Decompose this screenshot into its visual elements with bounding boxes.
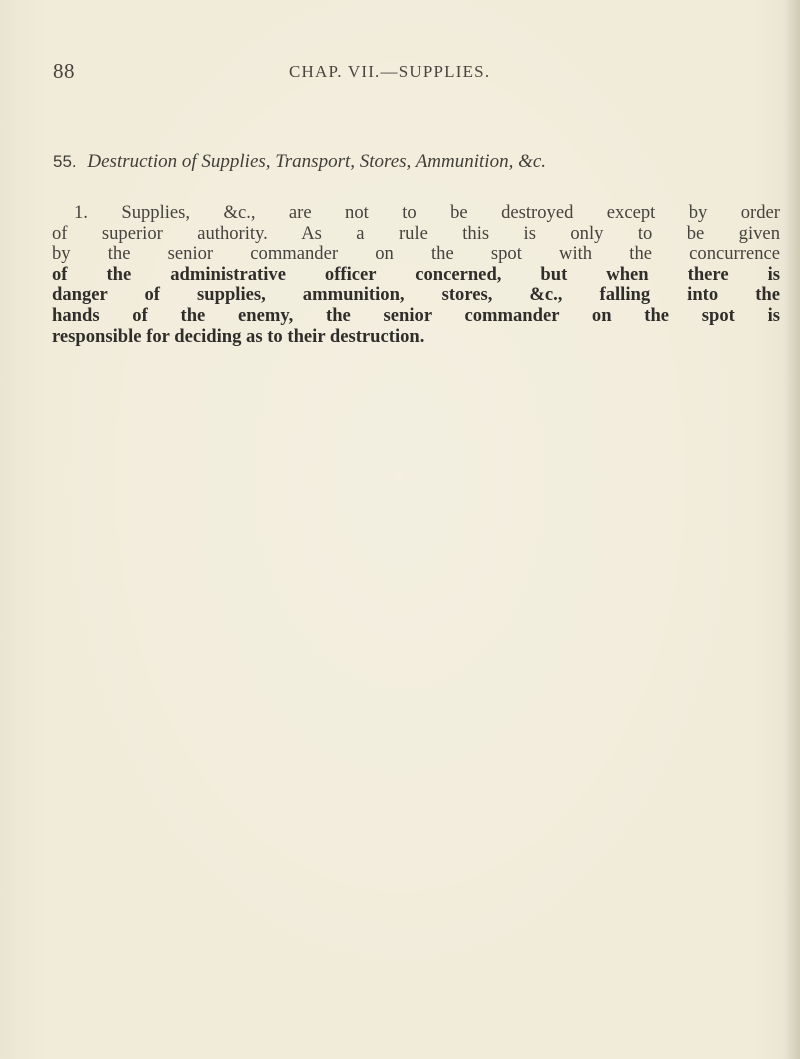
page-edge-shadow [784, 0, 800, 1059]
section-title: Destruction of Supplies, Transport, Stores, Ammunition, &c. [87, 151, 547, 172]
paragraph-line-1: 1. Supplies, &c., are not to be destroyed except by order [74, 202, 780, 223]
section-heading [53, 150, 773, 174]
running-head: CHAP. VII.—SUPPLIES. [289, 62, 491, 81]
paragraph-line-2: of superior authority. As a rule this is only to be given [52, 222, 780, 244]
paragraph-line-6: hands of the enemy, the senior commander on the spot is [52, 304, 780, 326]
paragraph-line-4: of the administrative officer concerned, but when there is [52, 263, 780, 285]
paragraph-1 [52, 203, 780, 347]
paragraph-line-7: responsible for deciding as to their destruction. [52, 325, 425, 347]
page-number: 88 [53, 59, 75, 83]
paragraph-line-3: by the senior commander on the spot with the concurrence [52, 243, 780, 265]
section-number: 55. [53, 152, 77, 171]
page-header [0, 56, 800, 86]
paragraph-line-5: danger of supplies, ammunition, stores, &c., falling into the [52, 284, 780, 306]
